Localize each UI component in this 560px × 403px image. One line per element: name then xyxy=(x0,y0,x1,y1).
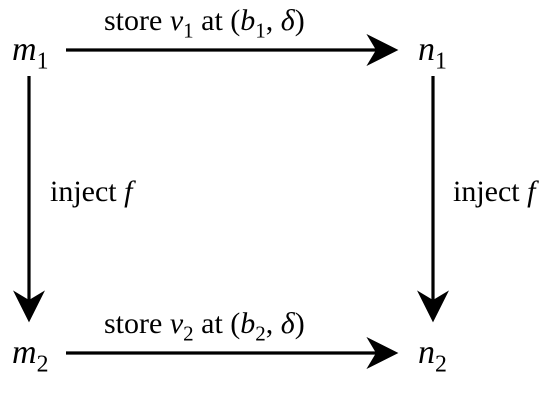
edge-top-value-sub: 1 xyxy=(183,18,194,43)
node-n2-base: n xyxy=(418,334,435,371)
node-m2 xyxy=(12,334,49,378)
edge-bottom-value-sub: 2 xyxy=(183,321,194,346)
edge-right-label xyxy=(453,177,535,207)
edge-bottom-delta: δ xyxy=(280,307,295,340)
node-n2-sub: 2 xyxy=(435,351,447,378)
node-m1-sub: 1 xyxy=(36,48,49,75)
edge-bottom-sep: , xyxy=(265,307,281,340)
edge-top-close: ) xyxy=(294,4,305,37)
edge-top-block-sub: 1 xyxy=(255,18,266,43)
node-m2-base: m xyxy=(12,334,37,371)
node-n1-sub: 1 xyxy=(435,48,447,75)
node-m2-sub: 2 xyxy=(36,351,49,378)
edge-top-block: b xyxy=(240,4,256,37)
edge-right-text: inject xyxy=(453,175,528,208)
edge-bottom-block: b xyxy=(240,307,256,340)
node-n1-base: n xyxy=(418,31,435,68)
edge-bottom-label xyxy=(104,307,305,346)
edge-bottom-close: ) xyxy=(294,307,305,340)
edge-right-fn: f xyxy=(527,175,536,208)
edge-left-text: inject xyxy=(50,175,125,208)
edge-bottom-at: at ( xyxy=(193,307,241,340)
edge-left-label xyxy=(50,177,132,207)
edge-top-prefix: store xyxy=(104,4,170,37)
edge-bottom-block-sub: 2 xyxy=(255,321,266,346)
edge-bottom-value: v xyxy=(169,307,184,340)
edge-left-fn: f xyxy=(124,175,133,208)
node-n2 xyxy=(418,334,447,378)
node-n1 xyxy=(418,31,447,75)
node-m1-base: m xyxy=(12,31,37,68)
edge-top-sep: , xyxy=(265,4,281,37)
edge-top-at: at ( xyxy=(193,4,241,37)
edge-top-value: v xyxy=(169,4,184,37)
node-m1 xyxy=(12,31,49,75)
edge-top-delta: δ xyxy=(280,4,295,37)
edge-top-label xyxy=(104,4,305,43)
edge-bottom-prefix: store xyxy=(104,307,170,340)
